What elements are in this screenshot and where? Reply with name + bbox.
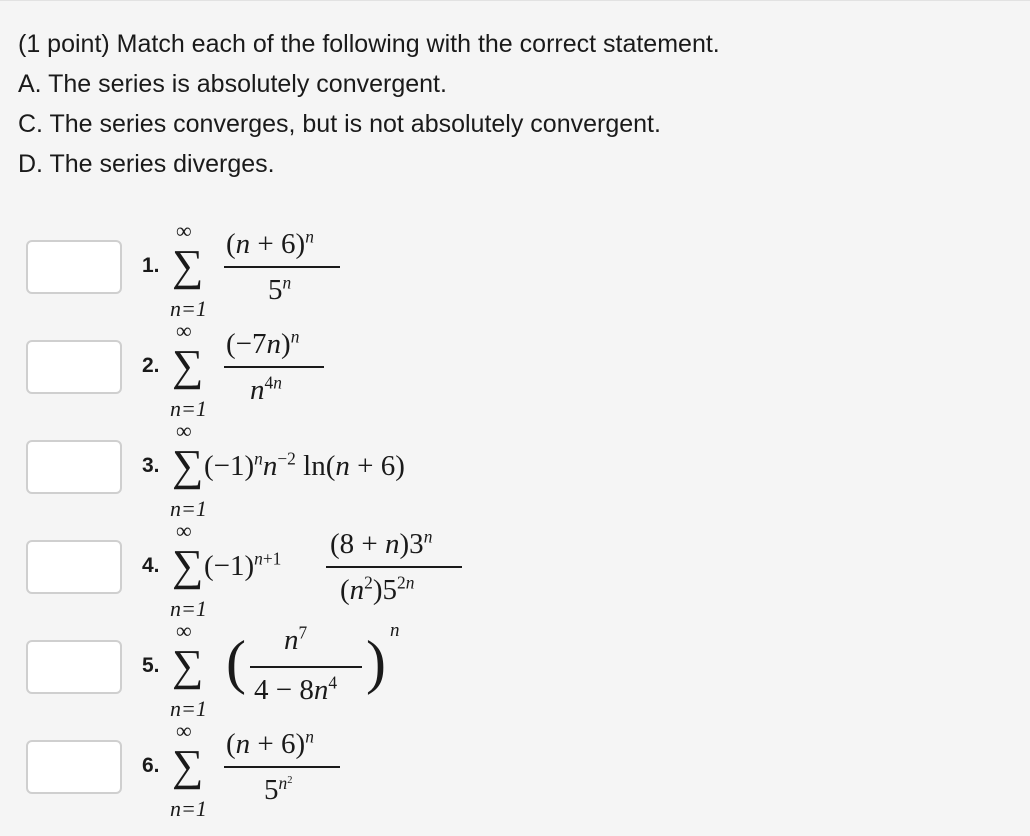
item-number: 1. — [142, 254, 160, 277]
item-number: 6. — [142, 754, 160, 777]
series-sign-factor: $(-1)^{n+1}$ — [204, 548, 282, 582]
answer-input-3[interactable] — [26, 440, 122, 494]
sum-lower-limit: n=1 — [170, 696, 207, 721]
answer-input-4[interactable] — [26, 540, 122, 594]
sum-upper-limit: ∞ — [176, 218, 192, 243]
fraction-bar — [326, 566, 462, 568]
series-item-3 — [0, 420, 1030, 520]
sum-upper-limit: ∞ — [176, 318, 192, 343]
series-item-2 — [0, 320, 1030, 420]
outer-exponent: n — [390, 620, 400, 641]
answer-input-6[interactable] — [26, 740, 122, 794]
numerator: $(n + 6)^n$ — [226, 226, 314, 260]
denominator: $n^{4n}$ — [250, 372, 282, 406]
denominator: $(n^2)5^{2n}$ — [340, 572, 415, 606]
sum-lower-limit: n=1 — [170, 296, 207, 321]
answer-input-1[interactable] — [26, 240, 122, 294]
item-number: 2. — [142, 354, 160, 377]
sum-lower-limit: n=1 — [170, 496, 207, 521]
sigma-icon: ∑ — [172, 241, 204, 290]
item-number: 4. — [142, 554, 160, 577]
right-paren: ) — [366, 629, 386, 695]
option-a: A. The series is absolutely convergent. — [18, 70, 447, 98]
fraction-bar — [224, 766, 340, 768]
denominator: $4 - 8n^4$ — [254, 672, 338, 706]
sum-upper-limit: ∞ — [176, 718, 192, 743]
sum-lower-limit: n=1 — [170, 796, 207, 821]
item-number: 3. — [142, 454, 160, 477]
sigma-icon: ∑ — [172, 341, 204, 390]
sum-upper-limit: ∞ — [176, 618, 192, 643]
option-c: C. The series converges, but is not absolutely convergent. — [18, 110, 661, 138]
numerator: $n^7$ — [284, 622, 308, 656]
series-item-4 — [0, 520, 1030, 620]
series-term: $(-1)^nn^{-2}$ ln(n + 6) — [204, 448, 405, 482]
answer-input-5[interactable] — [26, 640, 122, 694]
sum-upper-limit: ∞ — [176, 418, 192, 443]
sigma-icon: ∑ — [172, 741, 204, 790]
answer-input-2[interactable] — [26, 340, 122, 394]
fraction-bar — [250, 666, 362, 668]
series-item-5 — [0, 620, 1030, 720]
question-header — [18, 24, 720, 184]
numerator: $(-7n)^n$ — [226, 326, 300, 360]
series-item-6 — [0, 720, 1030, 820]
sum-lower-limit: n=1 — [170, 396, 207, 421]
sum-upper-limit: ∞ — [176, 518, 192, 543]
item-number: 5. — [142, 654, 160, 677]
option-d: D. The series diverges. — [18, 150, 275, 178]
denominator: $5^{n^2}$ — [264, 772, 293, 806]
top-divider — [0, 0, 1030, 1]
left-paren: ( — [226, 629, 246, 695]
sum-lower-limit: n=1 — [170, 596, 207, 621]
fraction-bar — [224, 366, 324, 368]
question-prompt: (1 point) Match each of the following with the correct statement. — [18, 30, 720, 58]
series-item-1 — [0, 220, 1030, 320]
numerator: $(n + 6)^n$ — [226, 726, 314, 760]
numerator: $(8 + n)3^n$ — [330, 526, 433, 560]
sigma-icon: ∑ — [172, 641, 204, 690]
denominator: 5$^n$ — [268, 272, 292, 306]
sigma-icon: ∑ — [172, 541, 204, 590]
fraction-bar — [224, 266, 340, 268]
sigma-icon: ∑ — [172, 441, 204, 490]
